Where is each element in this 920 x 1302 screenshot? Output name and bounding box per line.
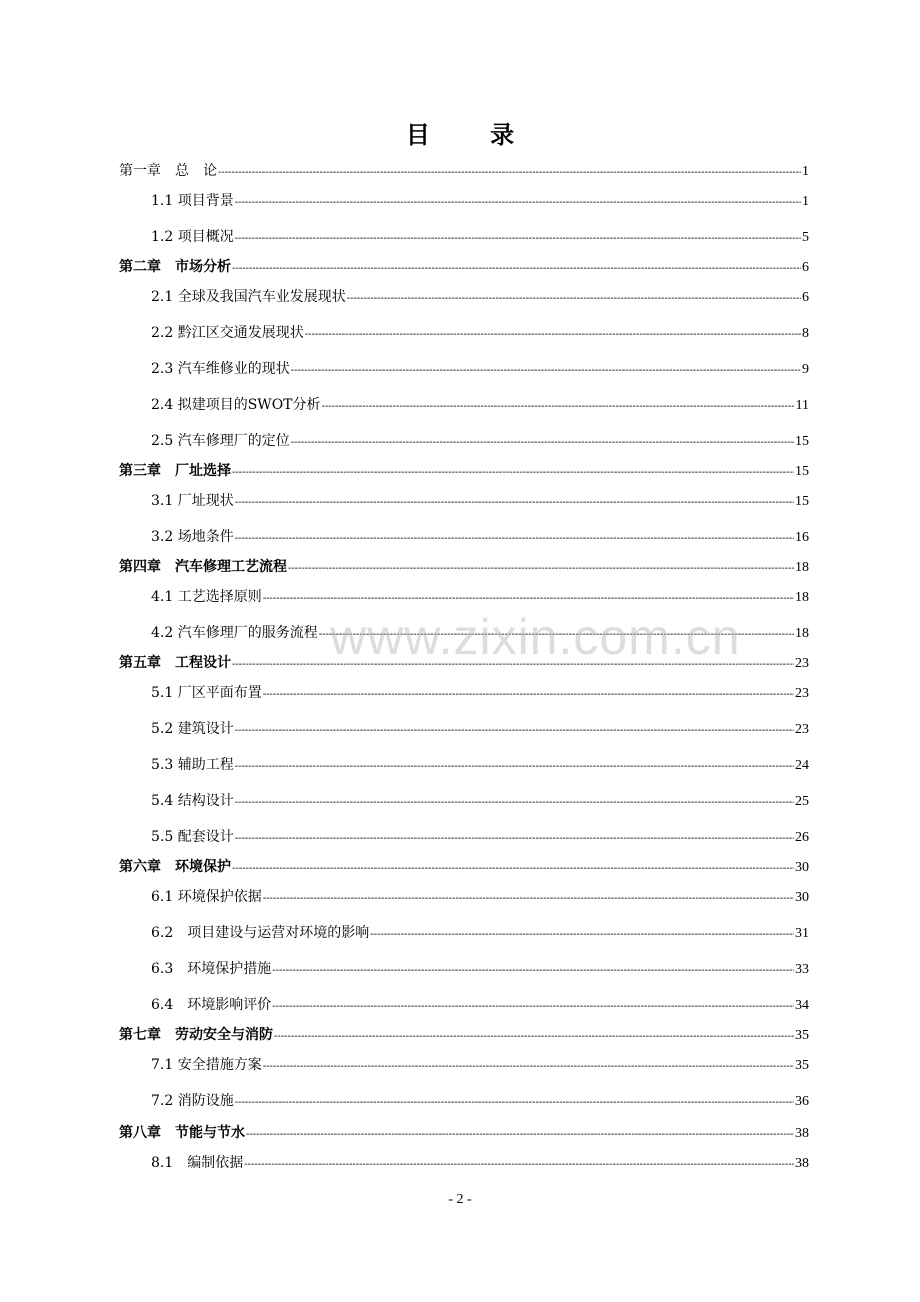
toc-leader-dots xyxy=(272,996,794,1018)
page-number: - 2 - xyxy=(448,1192,472,1207)
toc-entry-label: 第六章 环境保护 xyxy=(119,859,231,875)
toc-entry-page: 30 xyxy=(795,860,809,875)
toc-leader-dots xyxy=(263,888,794,910)
toc-entry xyxy=(119,754,809,776)
toc-entry-label: 1.2 项目概况 xyxy=(151,229,234,245)
toc-entry-page: 9 xyxy=(802,362,809,377)
toc-entry-label: 4.1 工艺选择原则 xyxy=(151,589,262,605)
toc-entry-label: 2.1 全球及我国汽车业发展现状 xyxy=(151,289,346,305)
toc-entry-label: 1.1 项目背景 xyxy=(151,193,234,209)
toc-entry-label: 5.1 厂区平面布置 xyxy=(151,685,262,701)
toc-leader-dots xyxy=(305,324,801,346)
toc-entry-page: 36 xyxy=(795,1094,809,1109)
toc-entry xyxy=(119,958,809,980)
toc-entry-label: 2.4 拟建项目的SWOT分析 xyxy=(151,397,321,413)
toc-entry-page: 26 xyxy=(795,830,809,845)
toc-entry-page: 35 xyxy=(795,1058,809,1073)
toc-leader-dots xyxy=(218,162,801,184)
toc-leader-dots xyxy=(235,492,794,514)
toc-entry-label: 5.4 结构设计 xyxy=(151,793,234,809)
toc-entry-page: 31 xyxy=(795,926,809,941)
toc-entry-page: 33 xyxy=(795,962,809,977)
toc-entry xyxy=(119,994,809,1016)
toc-entry-label: 第一章 总 论 xyxy=(119,163,217,179)
toc-leader-dots xyxy=(246,1124,794,1146)
toc-entry xyxy=(119,1122,809,1144)
toc-entry xyxy=(119,718,809,740)
toc-entry-page: 23 xyxy=(795,686,809,701)
toc-entry xyxy=(119,1152,809,1174)
toc-entry xyxy=(119,826,809,848)
toc-leader-dots xyxy=(235,756,794,778)
toc-entry xyxy=(119,1054,809,1076)
toc-entry-page: 23 xyxy=(795,656,809,671)
toc-entry-label: 2.5 汽车修理厂的定位 xyxy=(151,433,290,449)
toc-entry-label: 6.3 环境保护措施 xyxy=(151,961,272,977)
toc-entry-label: 第五章 工程设计 xyxy=(119,655,231,671)
toc-entry-page: 38 xyxy=(795,1126,809,1141)
toc-entry xyxy=(119,682,809,704)
toc-entry-page: 24 xyxy=(795,758,809,773)
toc-entry-label: 6.2 项目建设与运营对环境的影响 xyxy=(151,925,370,941)
toc-entry-page: 11 xyxy=(795,398,809,413)
toc-entry-page: 23 xyxy=(795,722,809,737)
toc-leader-dots xyxy=(274,1026,794,1048)
toc-entry xyxy=(119,226,809,248)
toc-entry-page: 8 xyxy=(802,326,809,341)
toc-entry xyxy=(119,256,809,278)
toc-entry-label: 5.5 配套设计 xyxy=(151,829,234,845)
toc-entry-page: 16 xyxy=(795,530,809,545)
toc-entry xyxy=(119,490,809,512)
toc-leader-dots xyxy=(235,1092,794,1114)
toc-entry-page: 34 xyxy=(795,998,809,1013)
toc-entry-page: 5 xyxy=(802,230,809,245)
toc-leader-dots xyxy=(263,684,794,706)
toc-leader-dots xyxy=(232,258,801,280)
toc-leader-dots xyxy=(291,360,801,382)
toc-leader-dots xyxy=(235,228,801,250)
toc-entry-page: 15 xyxy=(795,494,809,509)
toc-leader-dots xyxy=(347,288,801,310)
toc-entry-label: 5.3 辅助工程 xyxy=(151,757,234,773)
toc-entry-label: 8.1 编制依据 xyxy=(151,1155,244,1171)
watermark: www.zixin.com.cn xyxy=(330,609,741,665)
toc-entry xyxy=(119,358,809,380)
toc-entry xyxy=(119,922,809,944)
toc-title: 目 录 xyxy=(405,120,541,149)
toc-leader-dots xyxy=(232,462,794,484)
toc-entry-page: 6 xyxy=(802,260,809,275)
toc-entry-page: 18 xyxy=(795,560,809,575)
toc-leader-dots xyxy=(235,828,794,850)
toc-entry-page: 25 xyxy=(795,794,809,809)
toc-entry xyxy=(119,886,809,908)
toc-entry xyxy=(119,1024,809,1046)
toc-leader-dots xyxy=(263,588,794,610)
toc-leader-dots xyxy=(322,396,795,418)
toc-leader-dots xyxy=(288,558,794,580)
toc-entry-label: 5.2 建筑设计 xyxy=(151,721,234,737)
toc-entry-label: 6.4 环境影响评价 xyxy=(151,997,272,1013)
toc-entry-label: 第八章 节能与节水 xyxy=(119,1125,245,1141)
toc-entry-label: 7.1 安全措施方案 xyxy=(151,1057,262,1073)
toc-entry xyxy=(119,460,809,482)
toc-entry xyxy=(119,190,809,212)
toc-entry-page: 18 xyxy=(795,590,809,605)
toc-entry xyxy=(119,322,809,344)
toc-leader-dots xyxy=(235,792,794,814)
toc-leader-dots xyxy=(235,192,801,214)
toc-entry-page: 6 xyxy=(802,290,809,305)
toc-entry-label: 3.1 厂址现状 xyxy=(151,493,234,509)
toc-entry xyxy=(119,790,809,812)
toc-entry-page: 1 xyxy=(802,164,809,179)
toc-entry xyxy=(119,856,809,878)
toc-entry xyxy=(119,526,809,548)
toc-entry xyxy=(119,1090,809,1112)
toc-leader-dots xyxy=(235,528,794,550)
toc-entry-page: 1 xyxy=(802,194,809,209)
toc-entry-label: 6.1 环境保护依据 xyxy=(151,889,262,905)
toc-entry-page: 35 xyxy=(795,1028,809,1043)
toc-entry-page: 38 xyxy=(795,1156,809,1171)
toc-leader-dots xyxy=(291,432,794,454)
toc-entry xyxy=(119,430,809,452)
toc-leader-dots xyxy=(263,1056,794,1078)
toc-leader-dots xyxy=(235,720,794,742)
toc-leader-dots xyxy=(370,924,794,946)
toc-entry xyxy=(119,286,809,308)
toc-entry-page: 30 xyxy=(795,890,809,905)
toc-entry-page: 15 xyxy=(795,434,809,449)
toc-entry xyxy=(119,394,809,416)
toc-entry xyxy=(119,160,809,182)
toc-entry-label: 第三章 厂址选择 xyxy=(119,463,231,479)
toc-entry-label: 2.2 黔江区交通发展现状 xyxy=(151,325,304,341)
toc-entry-label: 3.2 场地条件 xyxy=(151,529,234,545)
toc-entry-label: 第二章 市场分析 xyxy=(119,259,231,275)
toc-entry-label: 第四章 汽车修理工艺流程 xyxy=(119,559,287,575)
toc-entry-label: 2.3 汽车维修业的现状 xyxy=(151,361,290,377)
toc-entry xyxy=(119,586,809,608)
toc-entry-page: 18 xyxy=(795,626,809,641)
toc-leader-dots xyxy=(244,1154,794,1176)
toc-entry-page: 15 xyxy=(795,464,809,479)
toc-entry-label: 7.2 消防设施 xyxy=(151,1093,234,1109)
toc-entry-label: 第七章 劳动安全与消防 xyxy=(119,1027,273,1043)
toc-entry-label: 4.2 汽车修理厂的服务流程 xyxy=(151,625,318,641)
toc-entry xyxy=(119,556,809,578)
toc-leader-dots xyxy=(232,858,794,880)
toc-leader-dots xyxy=(272,960,794,982)
